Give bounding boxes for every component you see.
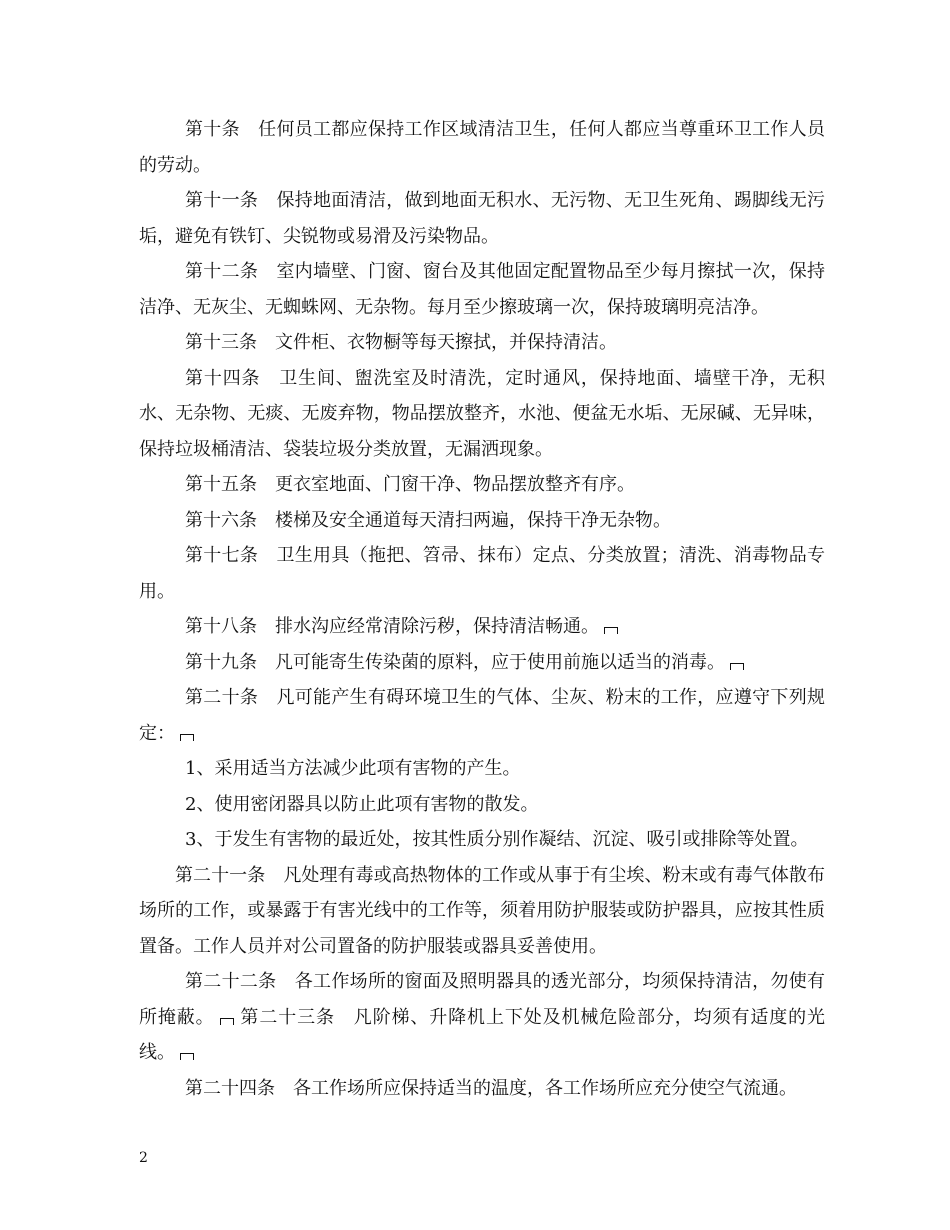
paragraph-text: 第二十条 凡可能产生有碍环境卫生的气体、尘灰、粉末的工作，应遵守下列规定： (139, 687, 825, 744)
paragraph-mark-icon (180, 734, 194, 741)
document-body (139, 112, 825, 1106)
paragraph (139, 112, 825, 183)
paragraph-text: 第十条 任何员工都应保持工作区域清洁卫生，任何人都应当尊重环卫工作人员的劳动。 (139, 119, 825, 176)
paragraph-text: 1、采用适当方法减少此项有害物的产生。 (185, 758, 521, 779)
paragraph-mark-icon (730, 663, 744, 670)
paragraph-text: 第十四条 卫生间、盥洗室及时清洗，定时通风，保持地面、墙壁干净，无积水、无杂物、无痰、无废弃物，物品摆放整齐，水池、便盆无水垢、无尿碱、无异味，保持垃圾桶清洁、袋装垃圾分类放置，无漏洒现象。 (139, 367, 825, 460)
paragraph (139, 645, 825, 681)
paragraph-text: 第十七条 卫生用具（拖把、笤帚、抹布）定点、分类放置；清洗、消毒物品专用。 (139, 545, 825, 602)
paragraph-text: 第十五条 更衣室地面、门窗干净、物品摆放整齐有序。 (185, 474, 635, 495)
paragraph-text: 第十三条 文件柜、衣物橱等每天擦拭，并保持清洁。 (185, 332, 617, 353)
page-number: 2 (139, 1150, 148, 1166)
paragraph-text: 第二十三条 凡阶梯、升降机上下处及机械危险部分，均须有适度的光线。 (139, 1006, 826, 1063)
paragraph-text: 第十九条 凡可能寄生传染菌的原料，应于使用前施以适当的消毒。 (185, 651, 725, 673)
paragraph-mark-icon (604, 627, 618, 634)
paragraph (139, 822, 825, 858)
paragraph-text: 第十八条 排水沟应经常清除污秽，保持清洁畅通。 (185, 616, 599, 637)
paragraph (139, 751, 825, 787)
paragraph (139, 609, 825, 645)
paragraph-text: 第二十一条 凡处理有毒或高热物体的工作或从事于有尘埃、粉末或有毒气体散布场所的工作，或暴露于有害光线中的工作等，须着用防护服装或防护器具，应按其性质置备。工作人员并对公司置备的防护服装或器具妥善使用。 (139, 864, 825, 957)
paragraph (139, 787, 825, 823)
paragraph (139, 467, 825, 503)
paragraph-text: 第十一条 保持地面清洁，做到地面无积水、无污物、无卫生死角、踢脚线无污垢，避免有铁钉、尖锐物或易滑及污染物品。 (139, 190, 825, 247)
paragraph-mark-icon (220, 1018, 234, 1025)
paragraph (139, 183, 825, 254)
paragraph (139, 858, 825, 965)
paragraph-text: 3、于发生有害物的最近处，按其性质分别作凝结、沉淀、吸引或排除等处置。 (185, 829, 809, 850)
paragraph-text: 第十六条 楼梯及安全通道每天清扫两遍，保持干净无杂物。 (185, 509, 671, 531)
paragraph-text: 第二十二条 各工作场所的窗面及照明器具的透光部分，均须保持清洁，勿使有所掩蔽。 (139, 971, 825, 1028)
paragraph (139, 325, 825, 361)
paragraph-text: 第十二条 室内墙壁、门窗、窗台及其他固定配置物品至少每月擦拭一次，保持洁净、无灰尘、无蜘蛛网、无杂物。每月至少擦玻璃一次，保持玻璃明亮洁净。 (139, 261, 825, 318)
paragraph (139, 1071, 825, 1107)
paragraph-text: 第二十四条 各工作场所应保持适当的温度，各工作场所应充分使空气流通。 (185, 1077, 797, 1099)
paragraph (139, 254, 825, 325)
paragraph (139, 538, 825, 609)
paragraph (139, 964, 825, 1071)
paragraph (139, 503, 825, 539)
paragraph (139, 680, 825, 751)
paragraph-text: 2、使用密闭器具以防止此项有害物的散发。 (185, 793, 539, 815)
paragraph-mark-icon (180, 1053, 194, 1060)
paragraph (139, 361, 825, 468)
